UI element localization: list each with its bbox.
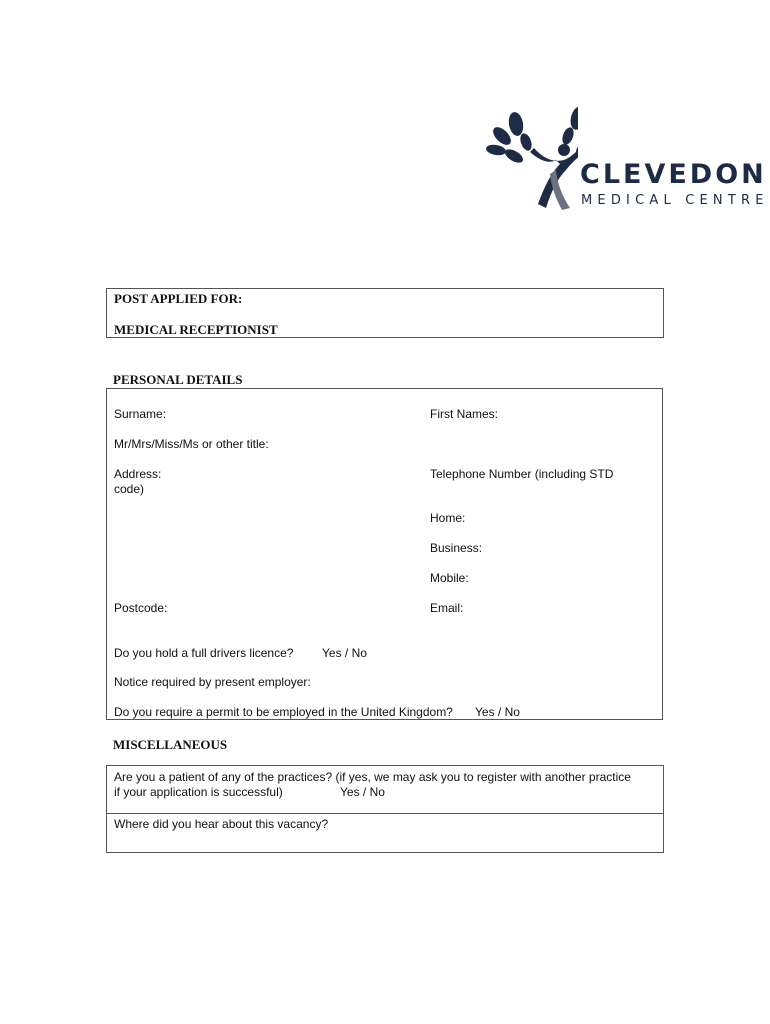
permit-options: Yes / No	[475, 705, 520, 719]
personal-details-box	[106, 388, 663, 720]
tree-figure-icon	[486, 104, 578, 212]
clevedon-logo	[486, 104, 770, 212]
miscellaneous-heading: MISCELLANEOUS	[113, 737, 228, 752]
business-phone-label: Business:	[430, 541, 483, 555]
surname-label: Surname:	[114, 407, 167, 421]
title-label: Mr/Mrs/Miss/Ms or other title:	[114, 437, 269, 451]
personal-details-heading: PERSONAL DETAILS	[113, 372, 243, 387]
drivers-licence-question: Do you hold a full drivers licence?	[114, 646, 294, 660]
patient-question-cont: if your application is successful)	[114, 785, 283, 799]
miscellaneous-box	[106, 765, 664, 853]
drivers-licence-options: Yes / No	[322, 646, 367, 660]
logo-name: CLEVEDON	[580, 159, 767, 190]
post-heading: POST APPLIED FOR:	[114, 291, 243, 306]
notice-label: Notice required by present employer:	[114, 675, 311, 689]
post-applied-box	[106, 288, 664, 338]
telephone-label: Telephone Number (including STD	[430, 467, 614, 481]
patient-question: Are you a patient of any of the practices? (if yes, we may ask you to register with another practice	[114, 770, 631, 784]
misc-divider	[107, 813, 663, 814]
patient-options: Yes / No	[340, 785, 385, 799]
first-names-label: First Names:	[430, 407, 499, 421]
mobile-phone-label: Mobile:	[430, 571, 469, 585]
email-label: Email:	[430, 601, 464, 615]
postcode-label: Postcode:	[114, 601, 168, 615]
telephone-label-cont: code)	[114, 482, 145, 496]
home-phone-label: Home:	[430, 511, 466, 525]
post-value: MEDICAL RECEPTIONIST	[114, 322, 278, 337]
address-label: Address:	[114, 467, 162, 481]
permit-question: Do you require a permit to be employed in the United Kingdom?	[114, 705, 453, 719]
hear-about-question: Where did you hear about this vacancy?	[114, 817, 329, 831]
logo-subtitle: MEDICAL CENTRE	[581, 193, 769, 208]
